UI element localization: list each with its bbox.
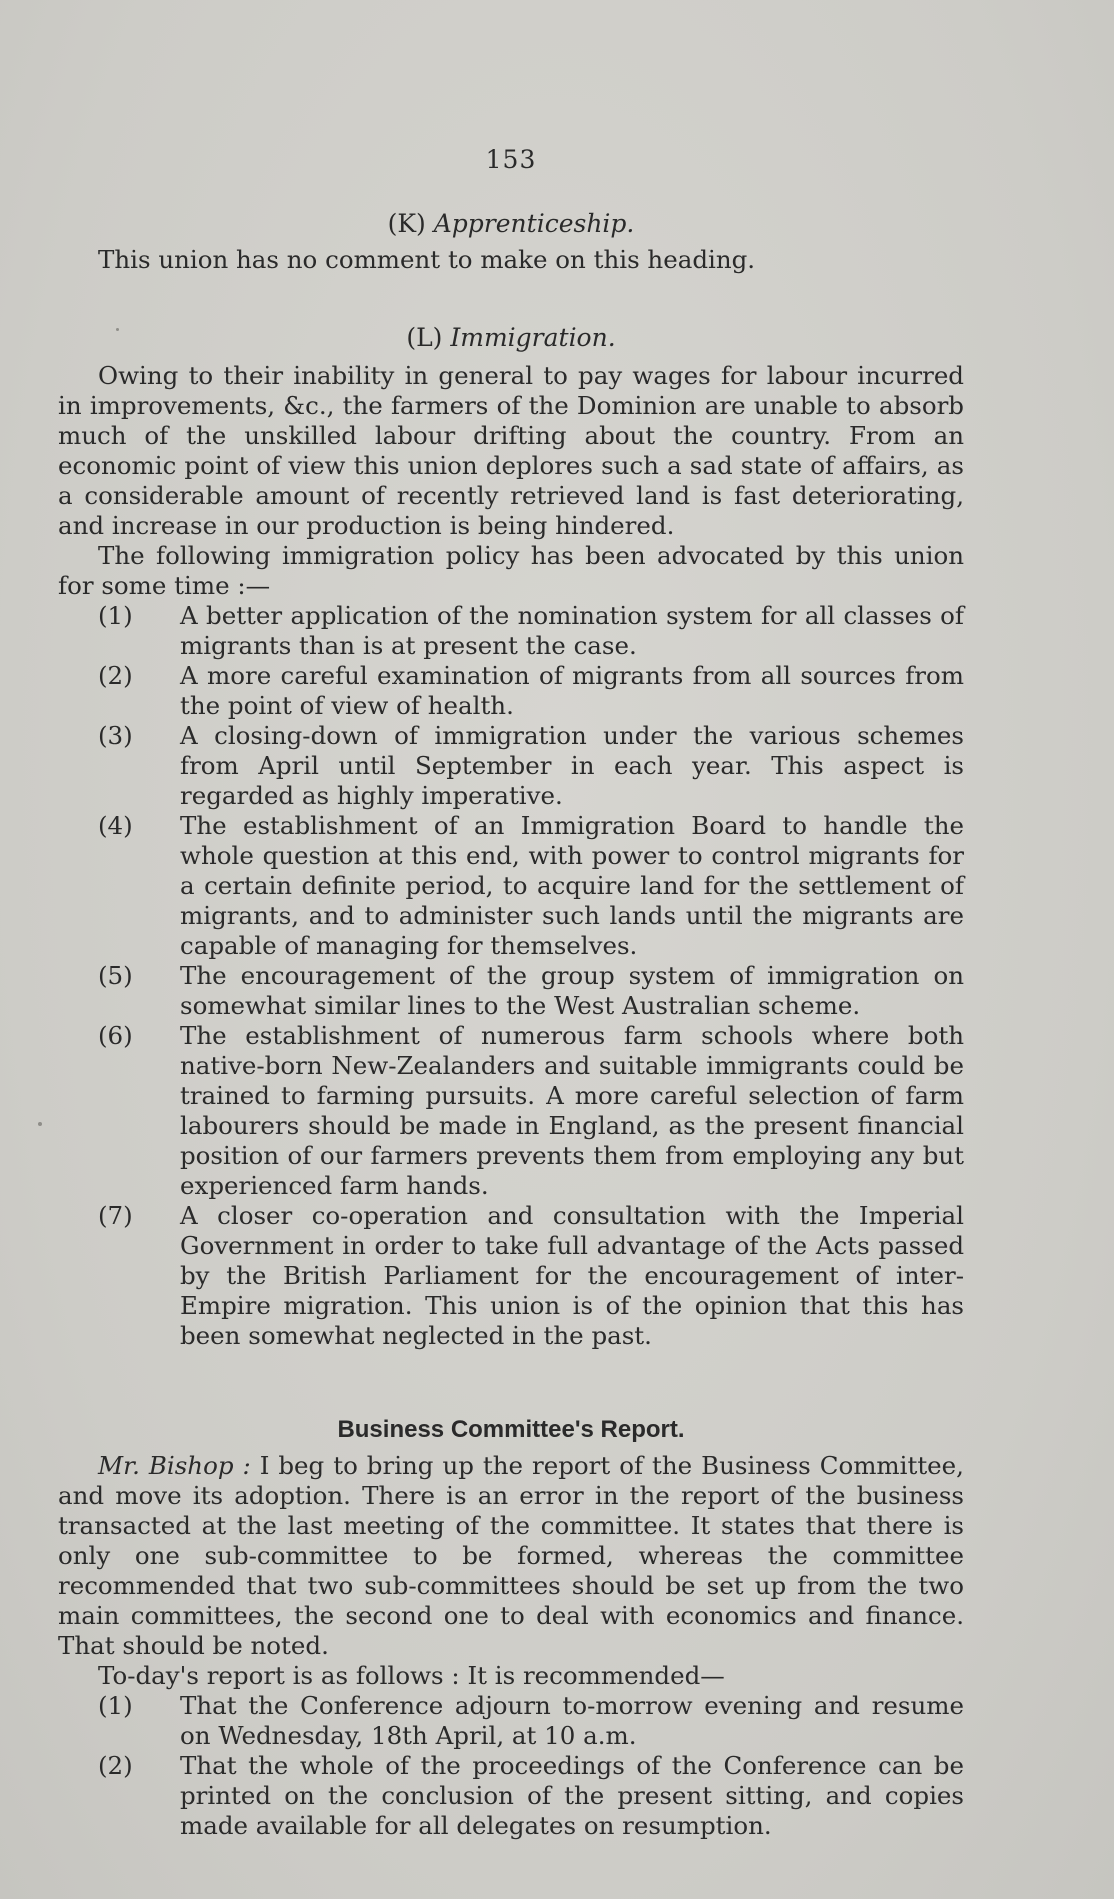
list-item: (4) The establishment of an Immigration Board to handle the whole question at this end, with power to control migrants for a certain definite period, to acquire land for the settlement of migrants, and to administer such lands until the migrants are capable of managing for themselves.	[98, 811, 964, 960]
list-item: (1) That the Conference adjourn to-morrow evening and resume on Wednesday, 18th April, at 10 a.m.	[98, 1691, 964, 1750]
page-content	[58, 145, 964, 1841]
speaker-name: Mr. Bishop :	[98, 1451, 251, 1480]
section-k-title: Apprenticeship.	[433, 209, 635, 238]
page-number: 153	[485, 145, 537, 174]
list-item: (7) A closer co-operation and consultation with the Imperial Government in order to take full advantage of the Acts passed by the British Parliament for the encouragement of inter-Empire migration. This union is of the opinion that this has been somewhat neglected in the past.	[98, 1201, 964, 1350]
section-k-heading	[58, 209, 964, 239]
paper-speck	[38, 1122, 42, 1126]
list-item: (6) The establishment of numerous farm schools where both native-born New-Zealanders and suitable immigrants could be trained to farming pursuits. A more careful selection of farm labourers should be made in England, as the present financial position of our farmers prevents them from employing any but experienced farm hands.	[98, 1021, 964, 1200]
recommendation-list	[58, 1691, 964, 1841]
business-committee-heading: Business Committee's Report.	[337, 1416, 685, 1443]
business-paragraph: To-day's report is as follows : It is recommended—	[98, 1661, 725, 1690]
list-item: (1) A better application of the nomination system for all classes of migrants than is at present the case.	[98, 601, 964, 660]
list-item: (2) A more careful examination of migrants from all sources from the point of view of health.	[98, 661, 964, 720]
list-item: (2) That the whole of the proceedings of the Conference can be printed on the conclusion of the present sitting, and copies made available for all delegates on resumption.	[98, 1751, 964, 1840]
section-l-paragraph: Owing to their inability in general to pay wages for labour incurred in improvements, &c., the farmers of the Dominion are unable to absorb much of the unskilled labour drifting about the country. From an economic point of view this union deplores such a sad state of affairs, as a considerable amount of recently retrieved land is fast deteriorating, and increase in our production is being hindered.	[58, 361, 964, 540]
section-l-label: (L)	[406, 323, 443, 352]
business-paragraph: Mr. Bishop : I beg to bring up the report of the Business Committee, and move its adoption. There is an error in the report of the business transacted at the last meeting of the committee. It states that there is only one sub-committee to be formed, whereas the committee recommended that two sub-committees should be set up from the two main committees, the second one to deal with economics and finance. That should be noted.	[58, 1451, 964, 1660]
list-item: (3) A closing-down of immigration under the various schemes from April until September in each year. This aspect is regarded as highly imperative.	[98, 721, 964, 810]
section-k-text: This union has no comment to make on this heading.	[98, 245, 756, 274]
section-l-paragraph: The following immigration policy has been advocated by this union for some time :—	[58, 541, 964, 600]
section-l-title: Immigration.	[450, 323, 616, 352]
list-item: (5) The encouragement of the group system of immigration on somewhat similar lines to the West Australian scheme.	[98, 961, 964, 1020]
immigration-policy-list	[58, 601, 964, 1351]
section-k-label: (K)	[387, 209, 426, 238]
section-l-heading	[58, 323, 964, 353]
